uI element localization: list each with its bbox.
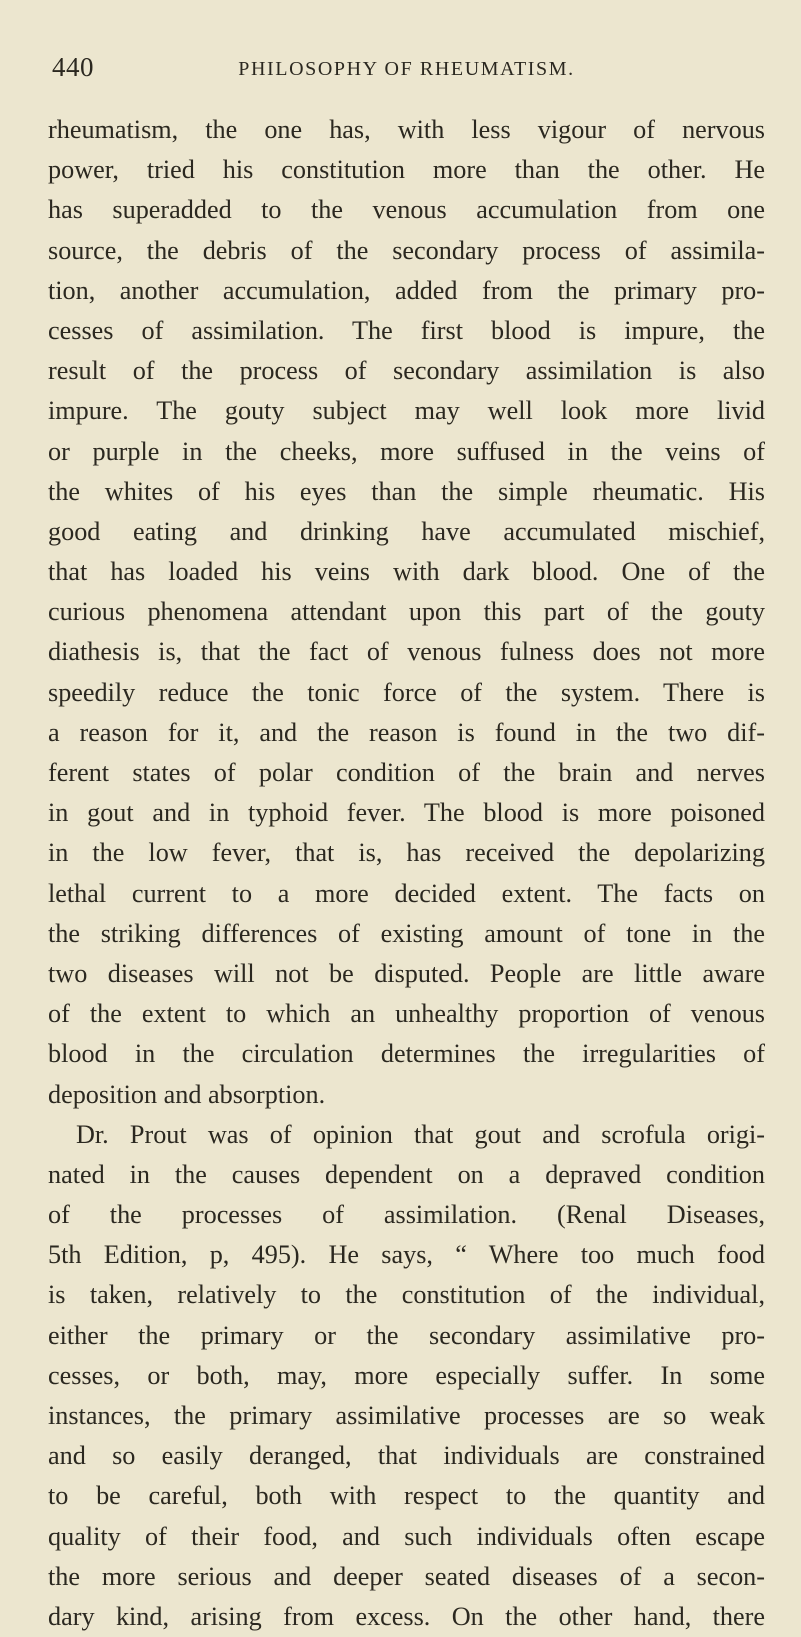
text-line: the more serious and deeper seated diseases of a secon-: [48, 1561, 765, 1591]
text-line: diathesis is, that the fact of venous fulness does not more: [48, 637, 765, 667]
text-line: rheumatism, the one has, with less vigour of nervous: [48, 115, 765, 144]
page-number: 440: [52, 52, 94, 82]
text-line: of the extent to which an unhealthy proportion of venous: [48, 999, 765, 1029]
text-line: either the primary or the secondary assimilative pro-: [48, 1320, 765, 1350]
text-line: cesses, or both, may, more especially suffer. In some: [48, 1360, 765, 1390]
text-line: the whites of his eyes than the simple rheumatic. His: [48, 476, 765, 506]
text-line: that has loaded his veins with dark blood. One of the: [48, 557, 765, 587]
text-line: cesses of assimilation. The first blood is impure, the: [48, 315, 765, 345]
text-line: blood in the circulation determines the irregularities of: [48, 1039, 765, 1069]
text-line: source, the debris of the secondary process of assimila-: [48, 235, 765, 265]
text-line: deposition and absorption.: [48, 1079, 326, 1109]
text-line: has superadded to the venous accumulation from one: [48, 195, 765, 225]
text-line: speedily reduce the tonic force of the system. There is: [48, 677, 765, 707]
text-line: good eating and drinking have accumulated mischief,: [48, 516, 765, 546]
text-line: 5th Edition, p, 495). He says, “ Where too much food: [48, 1240, 765, 1270]
text-line: is taken, relatively to the constitution of the individual,: [48, 1280, 765, 1310]
text-line: instances, the primary assimilative processes are so weak: [48, 1401, 765, 1430]
text-line: nated in the causes dependent on a depraved condition: [48, 1159, 765, 1189]
text-line: quality of their food, and such individuals often escape: [48, 1521, 765, 1551]
text-line: in the low fever, that is, has received the depolarizing: [48, 838, 765, 868]
text-line: in gout and in typhoid fever. The blood is more poisoned: [48, 798, 765, 828]
text-line: to be careful, both with respect to the quantity and: [48, 1481, 765, 1511]
page-header: [48, 52, 765, 92]
running-head: PHILOSOPHY OF RHEUMATISM.: [238, 58, 575, 80]
text-line: power, tried his constitution more than the other. He: [48, 155, 765, 185]
text-line: of the processes of assimilation. (Renal Diseases,: [48, 1200, 765, 1230]
text-line: two diseases will not be disputed. People are little aware: [48, 958, 765, 988]
text-line: tion, another accumulation, added from the primary pro-: [48, 275, 765, 305]
text-line: Dr. Prout was of opinion that gout and scrofula origi-: [76, 1119, 765, 1149]
body-text: [48, 110, 765, 1637]
text-line: or purple in the cheeks, more suffused in the veins of: [48, 436, 765, 466]
text-line: the striking differences of existing amount of tone in the: [48, 918, 765, 948]
text-line: dary kind, arising from excess. On the other hand, there: [48, 1601, 765, 1631]
text-line: impure. The gouty subject may well look more livid: [48, 396, 765, 426]
text-line: curious phenomena attendant upon this part of the gouty: [48, 597, 765, 627]
text-line: a reason for it, and the reason is found in the two dif-: [48, 717, 765, 747]
text-line: ferent states of polar condition of the brain and nerves: [48, 758, 765, 787]
text-line: lethal current to a more decided extent. The facts on: [48, 878, 765, 908]
text-line: result of the process of secondary assimilation is also: [48, 356, 765, 386]
text-line: and so easily deranged, that individuals are constrained: [48, 1441, 765, 1471]
